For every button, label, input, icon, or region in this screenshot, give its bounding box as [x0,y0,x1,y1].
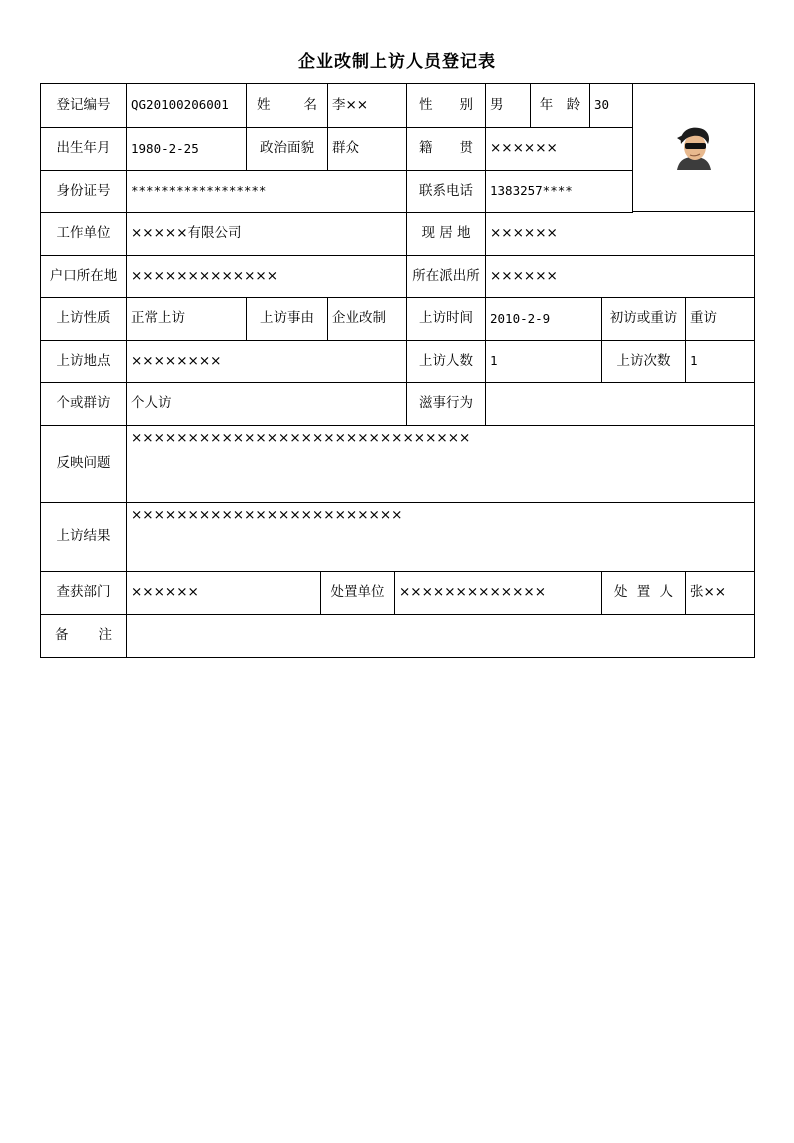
reason-value: 企业改制 [328,298,407,341]
dept-label: 查获部门 [41,572,127,615]
handler-label-a: 处 [614,584,628,601]
result-label: 上访结果 [41,503,127,572]
phone-label: 联系电话 [407,171,486,213]
photo-cell [633,84,754,212]
sex-label-b: 别 [459,96,473,113]
reg-no-value: QG20100206001 [127,84,247,128]
reg-no-label: 登记编号 [41,84,127,128]
handler-label-c: 人 [659,584,673,601]
unit-label: 处置单位 [321,572,395,615]
phone-value: 1383257**** [486,171,633,213]
form-title: 企业改制上访人员登记表 [298,52,496,72]
registration-form [40,83,755,658]
first-visit-label: 初访或重访 [602,298,686,341]
work-label: 工作单位 [41,213,127,256]
times-label: 上访次数 [602,341,686,383]
residence-label: 现 居 地 [407,213,486,256]
first-visit-value: 重访 [686,298,754,341]
origin-label-b: 贯 [459,140,473,157]
unit-value: ××××××××××××× [395,572,602,615]
sex-label-a: 性 [419,96,433,113]
place-label: 上访地点 [41,341,127,383]
police-value: ×××××× [486,256,754,298]
origin-label-a: 籍 [419,140,433,157]
sex-label [407,84,486,128]
times-value: 1 [686,341,754,383]
dept-value: ×××××× [127,572,321,615]
place-value: ×××××××× [127,341,407,383]
hukou-label: 户口所在地 [41,256,127,298]
handler-value: 张×× [686,572,754,615]
residence-value: ×××××× [486,213,754,256]
name-label [247,84,328,128]
politics-value: 群众 [328,128,407,171]
name-value: 李×× [328,84,407,128]
person-avatar-icon [671,126,717,170]
people-value: 1 [486,341,602,383]
nature-value: 正常上访 [127,298,247,341]
work-value: ×××××有限公司 [127,213,407,256]
time-value: 2010-2-9 [486,298,602,341]
politics-label: 政治面貌 [247,128,328,171]
remark-label-b: 注 [98,627,112,644]
trouble-label: 滋事行为 [407,383,486,426]
reason-label: 上访事由 [247,298,328,341]
group-label: 个或群访 [41,383,127,426]
time-label: 上访时间 [407,298,486,341]
remark-value [127,615,754,657]
police-label: 所在派出所 [407,256,486,298]
name-label-a: 姓 [257,96,271,113]
handler-label [602,572,686,615]
age-value: 30 [590,84,633,128]
trouble-value [486,383,754,426]
issue-value: ×××××××××××××××××××××××××××××× [127,426,754,503]
id-value: ****************** [127,171,407,213]
birth-label: 出生年月 [41,128,127,171]
people-label: 上访人数 [407,341,486,383]
group-value: 个人访 [127,383,407,426]
name-label-b: 名 [303,96,317,113]
age-label: 年 龄 [531,84,590,128]
hukou-value: ××××××××××××× [127,256,407,298]
origin-label [407,128,486,171]
birth-value: 1980-2-25 [127,128,247,171]
sex-value: 男 [486,84,531,128]
origin-value: ×××××× [486,128,633,171]
handler-label-b: 置 [636,584,651,601]
id-label: 身份证号 [41,171,127,213]
nature-label: 上访性质 [41,298,127,341]
remark-label [41,615,127,657]
result-value: ×××××××××××××××××××××××× [127,503,754,572]
remark-label-a: 备 [55,627,69,644]
issue-label: 反映问题 [41,426,127,503]
